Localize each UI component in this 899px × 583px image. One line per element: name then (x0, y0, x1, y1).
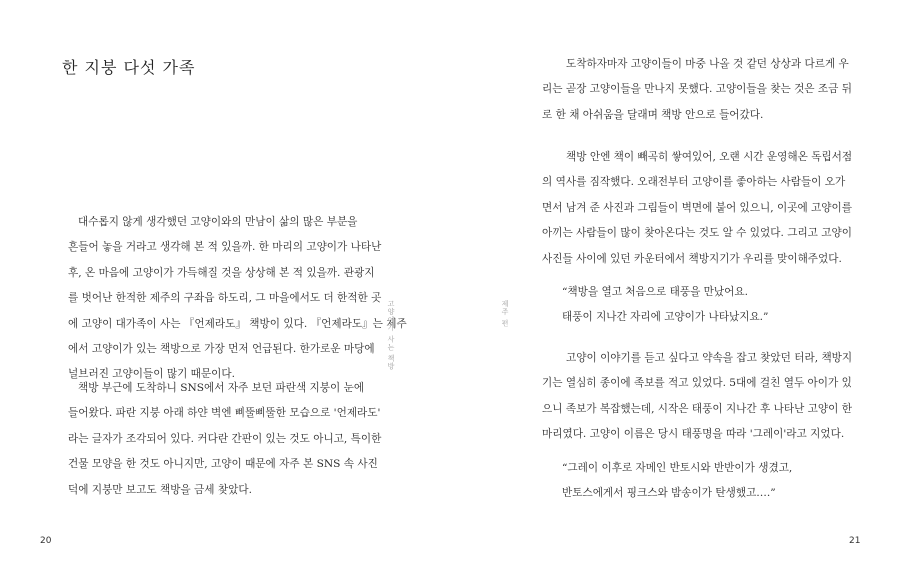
text-line: 흔들어 놓을 거라고 생각해 본 적 있을까. 한 마리의 고양이가 나타난 (68, 241, 382, 254)
text-line: 대수롭지 않게 생각했던 고양이와의 만남이 삶의 많은 부분을 (78, 216, 358, 228)
text-line: 에 고양이 대가족이 사는 『언제라도』 책방이 있다. 『언제라도』는 제주 (68, 317, 407, 330)
text-line: 의 역사를 짐작했다. 오래전부터 고양이를 좋아하는 사람들이 오가 (542, 176, 846, 189)
text-line: 후, 온 마음에 고양이가 가득해질 것을 상상해 본 적 있을까. 관광지 (68, 266, 375, 279)
text-line: 마리였다. 고양이 이름은 당시 태풍명을 따라 '그레이'라고 지었다. (542, 428, 845, 441)
quote-line: “그레이 이후로 자메인 반토시와 반반이가 생겼고, (562, 462, 793, 474)
text-line: 책방 부근에 도착하니 SNS에서 자주 보던 파란색 지붕이 눈에 (78, 382, 365, 394)
page-number-left: 20 (40, 536, 52, 546)
quote-2 (562, 456, 792, 507)
text-line: 로 한 채 아쉬움을 달래며 책방 안으로 들어갔다. (542, 108, 764, 121)
right-paragraph-2 (542, 145, 860, 272)
text-line: 를 벗어난 한적한 제주의 구좌읍 하도리, 그 마을에서도 더 한적한 곳 (68, 292, 382, 305)
text-line: 아끼는 사람들이 많이 찾아온다는 것도 알 수 있었다. 그리고 고양이 (542, 227, 852, 240)
quote-line: “책방을 열고 처음으로 태풍을 만났어요. (562, 286, 748, 298)
text-line: 기는 열심히 종이에 족보를 적고 있었다. 5대에 걸친 열두 아이가 있 (542, 377, 852, 390)
text-line: 면서 남겨 준 사진과 그림들이 벽면에 붙어 있으니, 이곳에 고양이를 (542, 201, 852, 214)
running-header-left: 고양이가 사는 책방 (387, 300, 395, 371)
quote-1 (562, 280, 768, 331)
text-line: 널브러진 고양이들이 많기 때문이다. (68, 368, 235, 381)
text-line: 으니 족보가 복잡했는데, 시작은 태풍이 지나간 후 나타난 고양이 한 (542, 402, 852, 415)
quote-line: 반토스에게서 핑크스와 밤송이가 탄생했고….” (562, 487, 776, 500)
text-line: 도착하자마자 고양이들이 마중 나올 것 같던 상상과 다르게 우 (566, 58, 849, 70)
text-line: 덕에 지붕만 보고도 책방을 금세 찾았다. (68, 483, 252, 496)
right-paragraph-3 (542, 346, 860, 448)
text-line: 들어왔다. 파란 지붕 아래 하얀 벽엔 삐뚤삐뚤한 모습으로 '언제라도' (68, 407, 381, 420)
text-line: 에서 고양이가 있는 책방으로 가장 먼저 언급된다. 한가로운 마당에 (68, 343, 375, 356)
text-line: 책방 안엔 책이 빼곡히 쌓여있어, 오랜 시간 운영해온 독립서점 (566, 151, 853, 163)
running-header-right: 제주 편 (501, 300, 509, 328)
text-line: 건물 모양을 한 것도 아니지만, 고양이 때문에 자주 본 SNS 속 사진 (68, 458, 378, 471)
quote-line: 태풍이 지나간 자리에 고양이가 나타났지요.” (562, 311, 769, 324)
page-number-right: 21 (849, 536, 861, 546)
chapter-title: 한 지붕 다섯 가족 (62, 58, 196, 77)
text-line: 리는 곧장 고양이들을 만나지 못했다. 고양이들을 찾는 것은 조금 뒤 (542, 83, 852, 96)
text-line: 고양이 이야기를 듣고 싶다고 약속을 잡고 찾았던 터라, 책방지 (566, 352, 853, 364)
right-paragraph-1 (542, 52, 860, 128)
text-line: 라는 글자가 조각되어 있다. 커다란 간판이 있는 것도 아니고, 특이한 (68, 432, 382, 445)
text-line: 사진들 사이에 있던 카운터에서 책방지기가 우리를 맞이해주었다. (542, 252, 842, 265)
